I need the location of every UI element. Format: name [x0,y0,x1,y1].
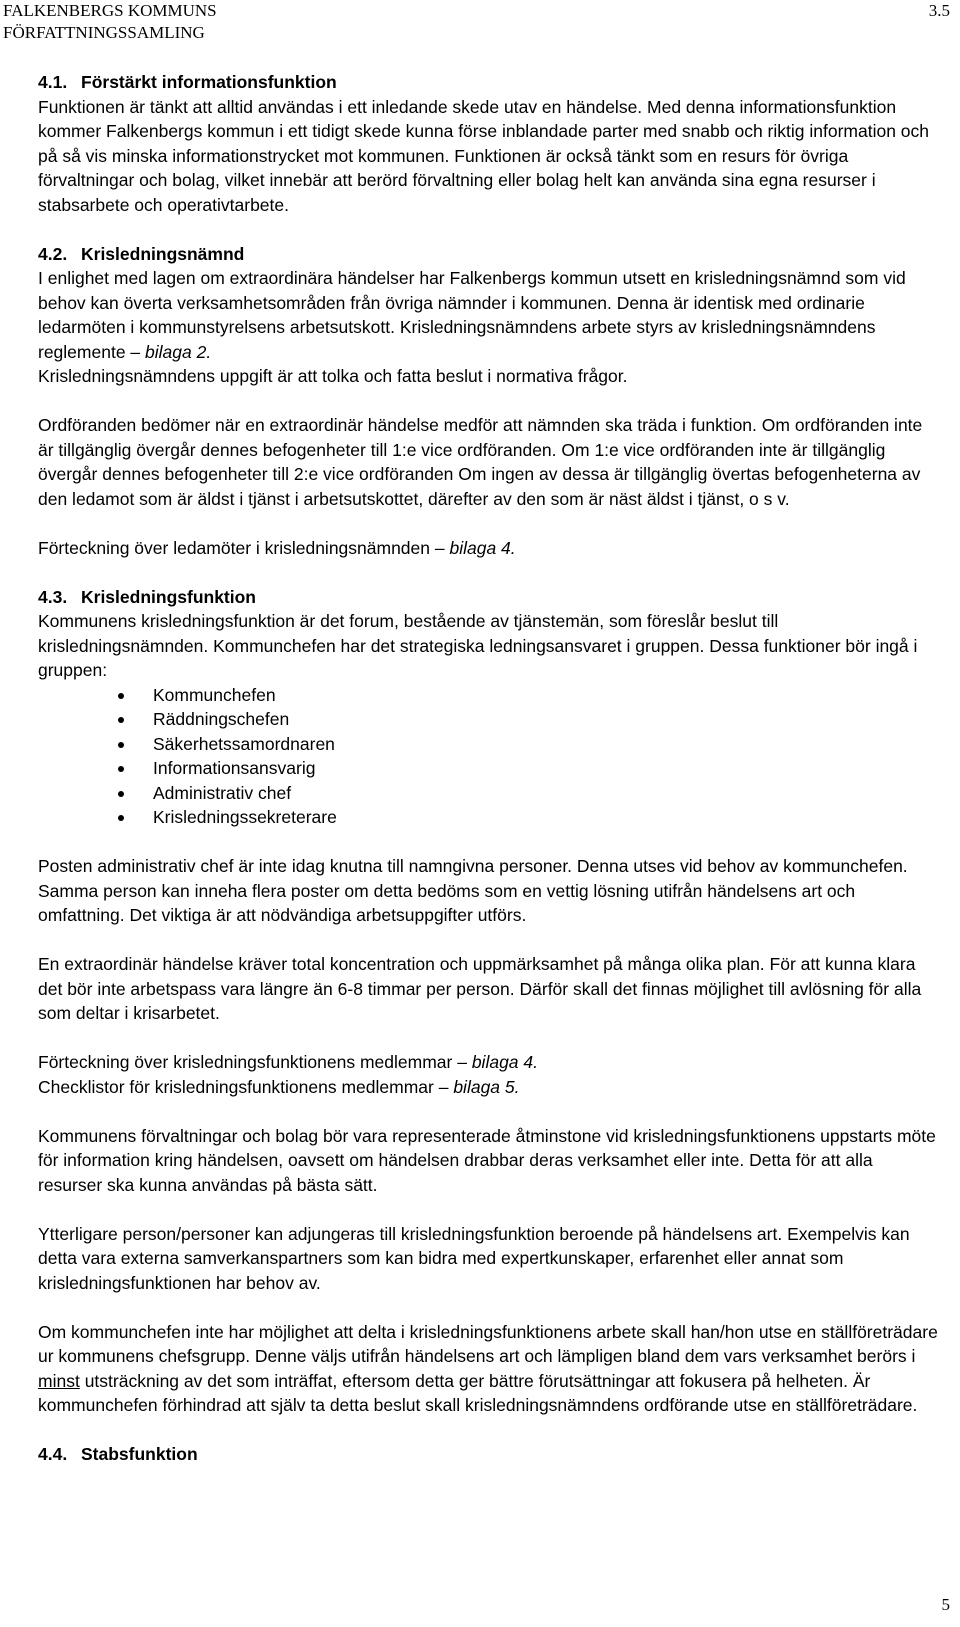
list-item [38,683,938,708]
header-org-line1: FALKENBERGS KOMMUNS [3,1,217,20]
paragraph: Kommunens förvaltningar och bolag bör vara representerade åtminstone vid krisledningsfunktionens uppstarts möte för information kring händelsen, oavsett om händelsen drabbar deras verksamhet eller inte. Detta för att alla resurser ska kunna användas på bästa sätt. [38,1125,936,1195]
paragraph-text: utsträckning av det som inträffat, eftersom detta ger bättre förutsättningar att fokusera på helheten. Är kommunchefen förhindrad att själv ta detta beslut skall krisledningsnämndens ordförande utse en ställföreträdare. [38,1370,918,1415]
section-title: Krisledningsfunktion [81,586,256,607]
section-title: Krisledningsnämnd [81,243,245,264]
spacer [38,217,938,242]
list-item [38,756,938,781]
paragraph: Kommunens krisledningsfunktion är det forum, bestående av tjänstemän, som föreslår beslut till krisledningsnämnden. Kommunchefen har det strategiska ledningsansvaret i gruppen. Dessa funktioner bör ingå i gruppen: [38,611,918,680]
list-item [38,781,938,806]
spacer [38,1197,938,1222]
appendix-reference: bilaga 2. [145,341,212,362]
list-item [38,707,938,732]
section-heading-4-4 [38,1442,938,1467]
spacer [38,928,938,953]
appendix-reference: bilaga 5. [453,1076,520,1097]
list-item [38,805,938,830]
header-org-line2: FÖRFATTNINGSSAMLING [3,23,205,42]
appendix-reference: bilaga 4. [471,1052,538,1072]
spacer [38,830,938,855]
paragraph [38,536,938,561]
list-item [38,732,938,757]
paragraph-text: Förteckning över ledamöter i krisledningsnämnden – [38,537,445,558]
section-number: 4.3. [38,586,68,607]
list-item-label: Informationsansvarig [153,758,316,778]
list-item-label: Räddningschefen [153,709,290,729]
paragraph-text: Om kommunchefen inte har möjlighet att delta i krisledningsfunktionens arbete skall han/hon utse en ställföreträdare ur kommunens chefsgrupp. Denne väljs utifrån händelsens art och lämpligen bland dem vars verksamhet berörs i [38,1321,938,1366]
section-heading-4-1 [38,70,938,95]
section-title: Förstärkt informationsfunktion [81,72,337,92]
section-number: 4.1. [38,72,68,92]
section-heading-4-2 [38,242,938,267]
paragraph: Ordföranden bedömer när en extraordinär händelse medför att nämnden ska träda i funktion. Om ordföranden inte är tillgänglig övergår dennes befogenheter till 1:e vice ordföranden. Om 1:e vice ordföranden inte är tillgänglig övergår dennes befogenheter till 2:e vice ordföranden Om ingen av dessa är tillgänglig övertas befogenheterna av den ledamot som är äldst i tjänst i arbetsutskottet, därefter av den som är näst äldst i tjänst, o s v. [38,415,923,509]
bullet-icon [118,717,124,723]
paragraph-text: Krisledningsnämndens uppgift är att tolka och fatta beslut i normativa frågor. [38,366,628,386]
paragraph: Posten administrativ chef är inte idag knutna till namngivna personer. Denna utses vid behov av kommunchefen. Samma person kan inneha flera poster om detta bedöms som en vettig lösning utifrån händelsens art och omfattning. Det viktiga är att nödvändiga arbetsuppgifter utförs. [38,856,908,925]
spacer [38,1099,938,1124]
spacer [38,511,938,536]
paragraph: En extraordinär händelse kräver total koncentration och uppmärksamhet på många olika plan. För att kunna klara det bör inte arbetspass vara längre än 6-8 timmar per person. Därför skall det finnas möjlighet till avlösning för alla som deltar i krisarbetet. [38,954,922,1023]
bullet-icon [118,766,124,772]
paragraph-text: I enlighet med lagen om extraordinära händelser har Falkenbergs kommun utsett en krisledningsnämnd som vid behov kan överta verksamhetsområden från övriga nämnder i kommunen. Denna är identisk med ordinarie ledarmöten i kommunstyrelsens arbetsutskott. Krisledningsnämndens arbete styrs av krisledningsnämndens reglemente – [38,268,906,362]
document-body [38,70,938,1467]
list-item-label: Säkerhetssamordnaren [153,733,335,754]
paragraph-text: Förteckning över krisledningsfunktionens medlemmar – [38,1052,467,1072]
function-list [38,683,938,830]
document-header [3,0,217,44]
bullet-icon [118,693,124,699]
page-number: 5 [941,1595,950,1614]
spacer [38,1295,938,1320]
section-number: 4.4. [38,1444,68,1464]
section-number: 4.2. [38,243,68,264]
paragraph: Ytterligare person/personer kan adjungeras till krisledningsfunktion beroende på händelsens art. Exempelvis kan detta vara externa samverkanspartners som kan bidra med expertkunskaper, erfarenhet eller annat som krisledningsfunktionen har behov av. [38,1223,910,1293]
emphasis-underlined: minst [38,1370,80,1391]
paragraph: Funktionen är tänkt att alltid användas i ett inledande skede utav en händelse. Med denna informationsfunktion kommer Falkenbergs kommun i ett tidigt skede kunna förse inblandade parter med snabb och riktig information och på så vis minska informationstrycket mot kommunen. Funktionen är också tänkt som en resurs för övriga förvaltningar och bolag, vilket innebär att berörd förvaltning eller bolag helt kan använda sina egna resurser i stabsarbete och operativtarbete. [38,96,930,215]
bullet-icon [118,742,124,748]
spacer [38,1418,938,1443]
list-item-label: Kommunchefen [153,684,276,705]
paragraph [38,1320,938,1418]
list-item-label: Administrativ chef [153,782,292,803]
paragraph [38,266,938,389]
spacer [38,560,938,585]
appendix-reference: bilaga 4. [449,537,516,558]
spacer [38,1026,938,1051]
list-item-label: Krisledningssekreterare [153,807,337,827]
paragraph-text: Checklistor för krisledningsfunktionens medlemmar – [38,1076,449,1097]
bullet-icon [118,815,124,821]
section-heading-4-3 [38,585,938,610]
paragraph [38,1050,938,1099]
spacer [38,389,938,414]
section-title: Stabsfunktion [81,1444,198,1464]
header-doc-number: 3.5 [928,1,950,20]
bullet-icon [118,791,124,797]
